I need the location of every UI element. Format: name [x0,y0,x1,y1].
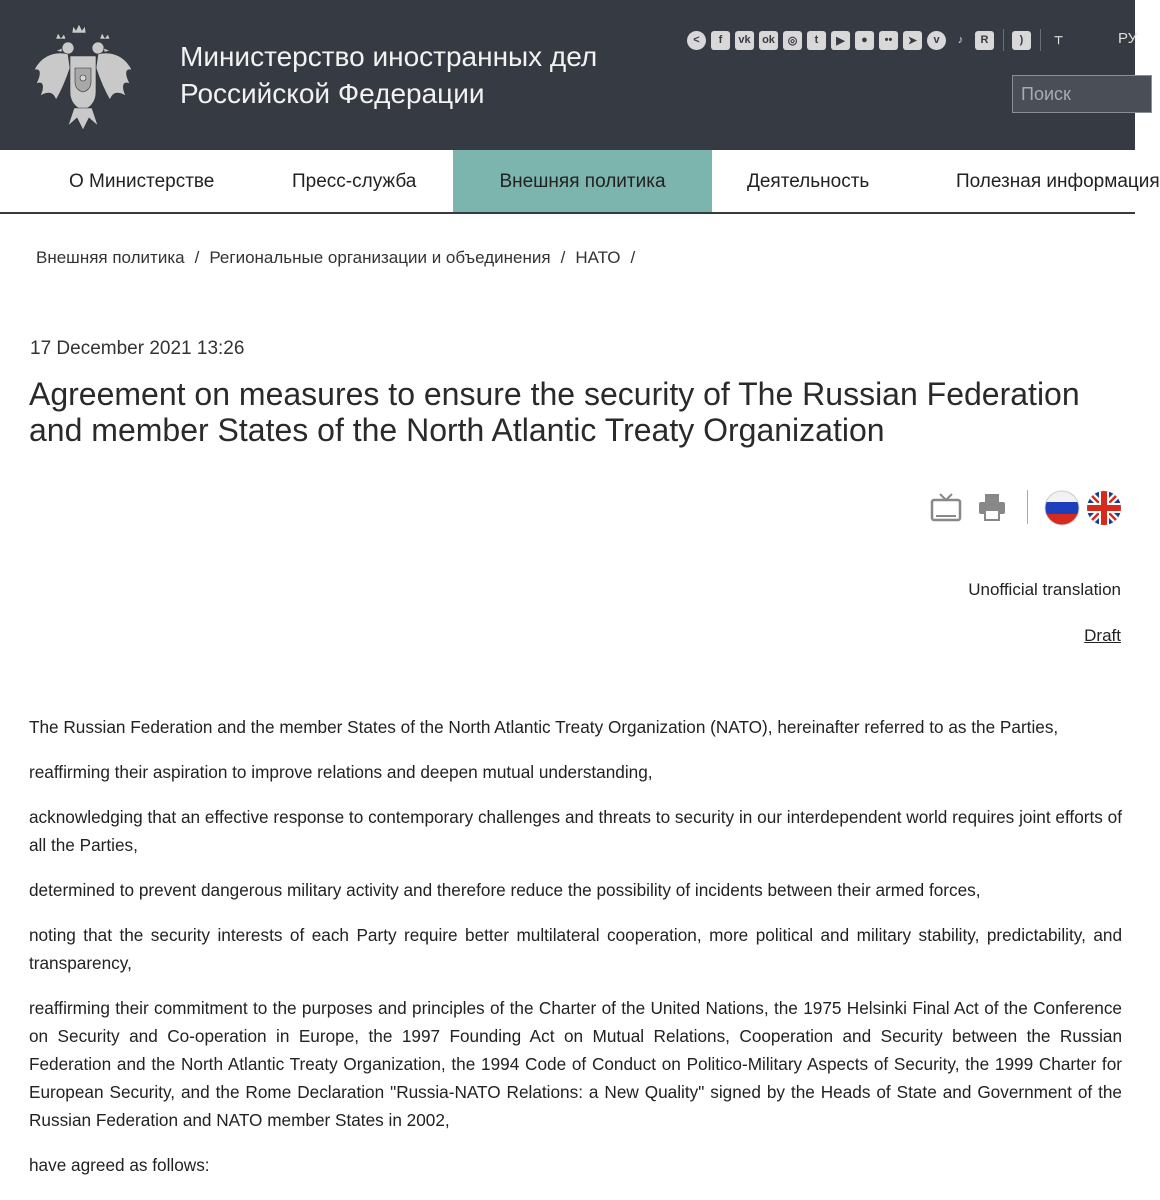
nav-item-press[interactable]: Пресс-служба [292,171,417,192]
article-paragraph: The Russian Federation and the member States of the North Atlantic Treaty Organization (NATO), hereinafter referred to as the Parties, [29,717,1059,737]
tiktok-icon[interactable]: ♪ [957,34,964,46]
draft-link[interactable]: Draft [1084,626,1121,645]
uk-flag-icon[interactable] [1086,490,1122,526]
breadcrumb [36,248,645,268]
article-paragraph: noting that the security interests of each Party require better multilateral cooperation, more political and military stability, predictability, and transparency, [29,925,1122,973]
sitemap-icon[interactable]: ⊤ [1053,34,1064,47]
tv-icon[interactable] [930,492,962,522]
tools-divider [1027,490,1028,524]
breadcrumb-separator: / [630,248,636,267]
site-title[interactable] [180,38,597,112]
article-title: Agreement on measures to ensure the security of The Russian Federation and member States of the North Atlantic Treaty Organization [29,376,1080,448]
article-paragraph: have agreed as follows: [29,1155,210,1175]
breadcrumb-separator: / [560,248,566,267]
youtube-icon[interactable]: ▶ [831,31,850,50]
nav-item-useful-info[interactable]: Полезная информация [956,171,1160,192]
language-switch[interactable]: РУ [1118,30,1138,47]
nav-item-about[interactable]: О Министерстве [69,171,215,192]
periscope-icon[interactable]: ● [855,31,874,50]
site-title-line2: Российской Федерации [180,78,485,109]
article-body [29,713,1122,1196]
rss-icon[interactable]: ) [1012,31,1031,50]
nav-item-foreign-policy[interactable]: Внешняя политика [453,150,712,212]
divider [1040,29,1041,51]
article-tools [928,488,1128,528]
flickr-icon[interactable]: •• [879,31,898,50]
social-links [687,29,1073,51]
search-input[interactable] [1012,75,1152,113]
print-icon[interactable] [978,492,1006,522]
site-header [0,0,1138,150]
article-paragraph: determined to prevent dangerous military activity and therefore reduce the possibility of incidents between their armed forces, [29,880,981,900]
telegram-icon[interactable]: ➤ [903,31,922,50]
rutube-icon[interactable]: R [975,31,994,50]
article-paragraph: reaffirming their aspiration to improve relations and deepen mutual understanding, [29,762,653,782]
viber-icon[interactable]: v [927,31,946,50]
breadcrumb-foreign-policy[interactable]: Внешняя политика [36,248,185,267]
facebook-icon[interactable]: f [711,31,730,50]
article-date: 17 December 2021 13:26 [30,338,245,359]
breadcrumb-nato[interactable]: НАТО [575,248,621,267]
article-paragraph: reaffirming their commitment to the purposes and principles of the Charter of the United Nations, the 1975 Helsinki Final Act of the Conference on Security and Co-operation in Europe, the 1997 Founding Act on Mutual Relations, Cooperation and Security between the Russian Federation and the North Atlantic Treaty Organization, the 1994 Code of Conduct on Politico-Military Aspects of Security, the 1999 Charter for European Security, and the Rome Declaration "Russia-NATO Relations: a New Quality" signed by the Heads of State and Government of the Russian Federation and NATO member States in 2002, [29,998,1122,1130]
instagram-icon[interactable]: ◎ [783,31,802,50]
vk-icon[interactable]: vk [735,31,754,50]
russian-flag-icon[interactable] [1044,490,1080,526]
twitter-icon[interactable]: t [807,31,826,50]
nav-item-activity[interactable]: Деятельность [747,171,870,192]
breadcrumb-regional-orgs[interactable]: Региональные организации и объединения [209,248,551,267]
odnoklassniki-icon[interactable]: ok [759,31,778,50]
coat-of-arms-icon[interactable] [32,24,134,130]
divider [1003,29,1004,51]
site-title-line1: Министерство иностранных дел [180,41,598,72]
main-nav [0,150,1160,214]
article-paragraph: acknowledging that an effective response to contemporary challenges and threats to security in our interdependent world requires joint efforts of all the Parties, [29,807,1122,855]
breadcrumb-separator: / [194,248,200,267]
unofficial-translation-label: Unofficial translation [968,580,1121,599]
share-icon[interactable]: < [687,31,706,50]
